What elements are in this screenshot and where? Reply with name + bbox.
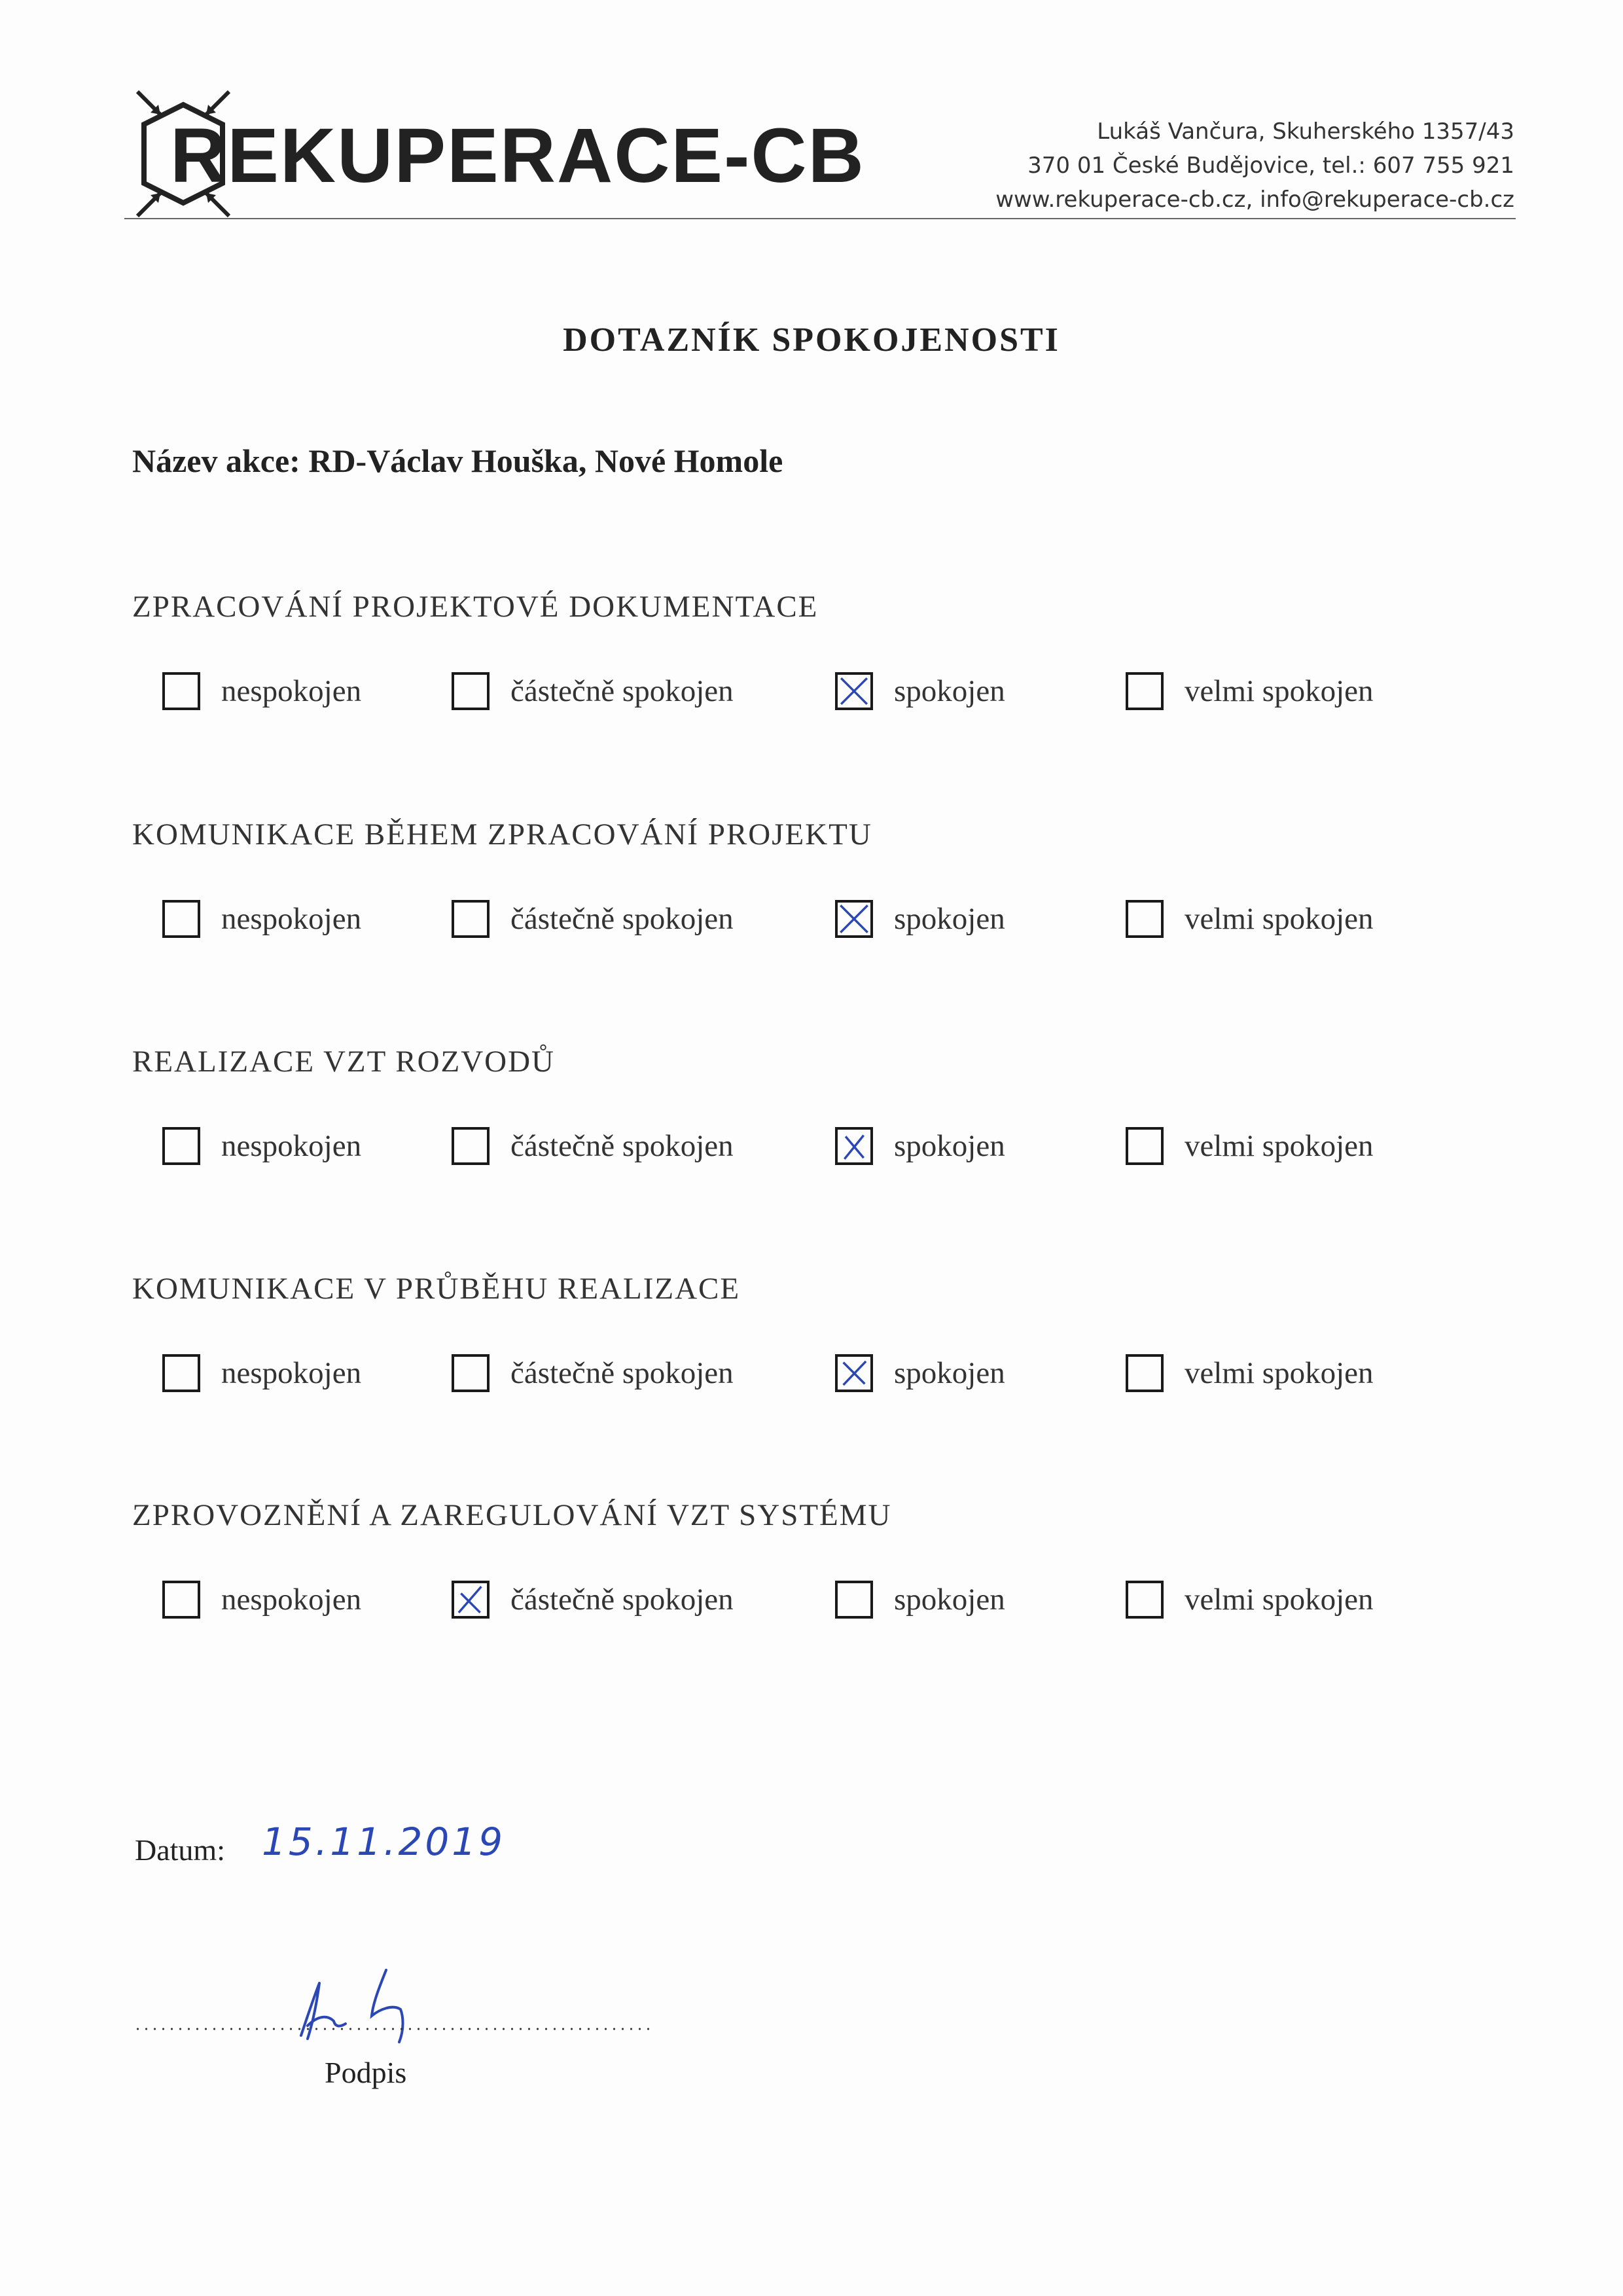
contact-web-email: www.rekuperace-cb.cz, info@rekuperace-cb.cz: [995, 187, 1514, 213]
cross-mark-icon: [838, 1130, 870, 1162]
checkbox[interactable]: [1126, 1127, 1164, 1165]
rating-options: [132, 893, 1507, 945]
option-spokojen[interactable]: [835, 1573, 1005, 1626]
rating-options: [132, 665, 1507, 717]
option-label: nespokojen: [221, 1356, 362, 1390]
checkbox-checked[interactable]: [835, 1354, 873, 1392]
option-label: velmi spokojen: [1185, 674, 1374, 708]
document-title: DOTAZNÍK SPOKOJENOSTI: [563, 321, 1060, 359]
section-communication-realization: [132, 1271, 1507, 1399]
cross-mark-icon: [838, 1357, 870, 1390]
option-label: spokojen: [894, 902, 1005, 936]
date-value[interactable]: 15.11.2019: [262, 1820, 506, 1864]
checkbox[interactable]: [162, 1354, 200, 1392]
option-label: nespokojen: [221, 674, 362, 708]
option-label: velmi spokojen: [1185, 1356, 1374, 1390]
event-name: Název akce: RD-Václav Houška, Nové Homole: [132, 442, 783, 479]
option-velmi-spokojen[interactable]: [1126, 1347, 1374, 1399]
section-communication-project: [132, 817, 1507, 945]
option-label: částečně spokojen: [510, 902, 734, 936]
checkbox-checked[interactable]: [452, 1581, 490, 1619]
option-velmi-spokojen[interactable]: [1126, 893, 1374, 945]
checkbox[interactable]: [452, 900, 490, 938]
option-velmi-spokojen[interactable]: [1126, 1573, 1374, 1626]
section-title: ZPRACOVÁNÍ PROJEKTOVÉ DOKUMENTACE: [132, 590, 819, 624]
checkbox[interactable]: [452, 1127, 490, 1165]
option-nespokojen[interactable]: [162, 1120, 361, 1172]
option-castecne-spokojen[interactable]: [452, 1573, 734, 1626]
option-nespokojen[interactable]: [162, 893, 361, 945]
rating-options: [132, 1573, 1507, 1626]
option-label: nespokojen: [221, 1583, 362, 1617]
section-title: KOMUNIKACE BĚHEM ZPRACOVÁNÍ PROJEKTU: [132, 817, 872, 852]
checkbox[interactable]: [452, 1354, 490, 1392]
header-divider: [124, 218, 1516, 219]
checkbox[interactable]: [835, 1581, 873, 1619]
signature-label: Podpis: [325, 2056, 407, 2089]
section-project-documentation: [132, 589, 1507, 717]
cross-mark-icon: [454, 1583, 487, 1616]
option-spokojen[interactable]: [835, 665, 1005, 717]
checkbox[interactable]: [1126, 900, 1164, 938]
option-label: spokojen: [894, 1356, 1005, 1390]
rating-options: [132, 1120, 1507, 1172]
option-label: velmi spokojen: [1185, 1583, 1374, 1617]
option-nespokojen[interactable]: [162, 1347, 361, 1399]
section-title: ZPROVOZNĚNÍ A ZAREGULOVÁNÍ VZT SYSTÉMU: [132, 1498, 892, 1532]
option-label: spokojen: [894, 674, 1005, 708]
signature-line: [134, 2028, 651, 2030]
date-label: Datum:: [135, 1833, 225, 1867]
checkbox[interactable]: [162, 1581, 200, 1619]
company-logo: [124, 85, 865, 223]
option-castecne-spokojen[interactable]: [452, 893, 734, 945]
option-spokojen[interactable]: [835, 893, 1005, 945]
option-nespokojen[interactable]: [162, 1573, 361, 1626]
option-spokojen[interactable]: [835, 1347, 1005, 1399]
checkbox[interactable]: [452, 672, 490, 710]
option-label: velmi spokojen: [1185, 902, 1374, 936]
option-velmi-spokojen[interactable]: [1126, 665, 1374, 717]
option-label: nespokojen: [221, 1129, 362, 1163]
handwritten-signature: [288, 1964, 445, 2049]
section-title: KOMUNIKACE V PRŮBĚHU REALIZACE: [132, 1272, 741, 1306]
checkbox[interactable]: [162, 1127, 200, 1165]
option-spokojen[interactable]: [835, 1120, 1005, 1172]
option-label: částečně spokojen: [510, 1356, 734, 1390]
option-nespokojen[interactable]: [162, 665, 361, 717]
option-label: spokojen: [894, 1129, 1005, 1163]
checkbox-checked[interactable]: [835, 672, 873, 710]
rating-options: [132, 1347, 1507, 1399]
option-label: částečně spokojen: [510, 1129, 734, 1163]
option-label: částečně spokojen: [510, 1583, 734, 1617]
option-label: částečně spokojen: [510, 674, 734, 708]
checkbox-checked[interactable]: [835, 1127, 873, 1165]
checkbox-checked[interactable]: [835, 900, 873, 938]
section-commissioning: [132, 1498, 1507, 1626]
section-title: REALIZACE VZT ROZVODŮ: [132, 1045, 556, 1079]
contact-city-phone: 370 01 České Budějovice, tel.: 607 755 921: [1027, 152, 1514, 179]
option-label: nespokojen: [221, 902, 362, 936]
option-label: spokojen: [894, 1583, 1005, 1617]
checkbox[interactable]: [1126, 672, 1164, 710]
option-castecne-spokojen[interactable]: [452, 1120, 734, 1172]
contact-address: Lukáš Vančura, Skuherského 1357/43: [1097, 118, 1514, 145]
cross-mark-icon: [838, 675, 870, 708]
contact-block: [860, 115, 1514, 217]
checkbox[interactable]: [162, 672, 200, 710]
option-label: velmi spokojen: [1185, 1129, 1374, 1163]
section-vzt-installation: [132, 1044, 1507, 1172]
cross-mark-icon: [838, 903, 870, 935]
checkbox[interactable]: [1126, 1354, 1164, 1392]
checkbox[interactable]: [162, 900, 200, 938]
option-castecne-spokojen[interactable]: [452, 665, 734, 717]
logo-text: REKUPERACE-CB: [170, 113, 865, 199]
option-velmi-spokojen[interactable]: [1126, 1120, 1374, 1172]
option-castecne-spokojen[interactable]: [452, 1347, 734, 1399]
checkbox[interactable]: [1126, 1581, 1164, 1619]
